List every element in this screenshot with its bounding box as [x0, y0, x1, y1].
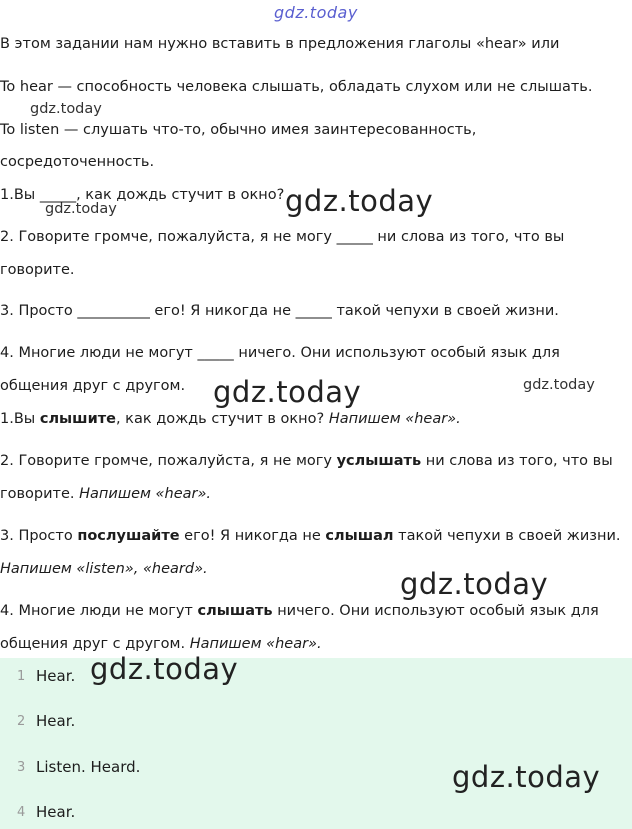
solution-text: ни слова из того, что вы — [421, 453, 613, 469]
solution-text: 2. Говорите громче, пожалуйста, я не могу — [0, 453, 337, 469]
solution-note: Напишем «hear». — [189, 636, 322, 652]
answer-number: 4 — [17, 805, 26, 820]
answers-panel — [0, 652, 632, 829]
solution-text: , как дождь стучит в окно? — [115, 411, 329, 427]
intro-line: В этом задании нам нужно вставить в предложения глаголы «hear» или — [0, 36, 560, 52]
solution-text: ничего. Они используют особый язык для — [272, 603, 599, 619]
solution-note: Напишем «hear». — [79, 486, 212, 502]
solution-note: Напишем «listen», «heard». — [0, 561, 208, 577]
answer-row — [0, 712, 632, 732]
solution-3-cont — [0, 560, 208, 578]
solution-text: 1.Вы — [0, 411, 40, 427]
watermark-large: gdz.today — [213, 375, 362, 409]
answer-number: 2 — [17, 714, 26, 729]
solution-1 — [0, 410, 461, 428]
solution-3 — [0, 527, 621, 545]
task-4-cont: общения друг с другом. — [0, 378, 186, 394]
solution-note: Напишем «hear». — [328, 411, 461, 427]
solution-answer: услышать — [336, 453, 422, 469]
hear-definition: To hear — способность человека слышать, обладать слухом или не слышать. — [0, 79, 593, 95]
watermark-small: gdz.today — [45, 201, 117, 217]
solution-2 — [0, 452, 613, 470]
solution-4 — [0, 602, 599, 620]
watermark-large: gdz.today — [400, 567, 549, 601]
solution-2-cont — [0, 485, 211, 503]
listen-definition: To listen — слушать что-то, обычно имея заинтересованность, — [0, 122, 477, 138]
solution-text: 3. Просто — [0, 528, 78, 544]
solution-text: общения друг с другом. — [0, 636, 190, 652]
solution-answer: слышите — [39, 411, 116, 427]
watermark-large: gdz.today — [452, 760, 601, 794]
solution-answer: слышать — [197, 603, 273, 619]
solution-4-cont — [0, 635, 322, 653]
listen-definition-cont: сосредоточенность. — [0, 154, 155, 170]
solution-text: говорите. — [0, 486, 80, 502]
solution-text: такой чепухи в своей жизни. — [393, 528, 621, 544]
answer-text: Hear. — [36, 667, 76, 685]
watermark-large: gdz.today — [285, 184, 434, 218]
answer-text: Hear. — [36, 803, 76, 821]
watermark-large: gdz.today — [90, 652, 239, 686]
watermark-top: gdz.today — [274, 3, 358, 22]
solution-text: 4. Многие люди не могут — [0, 603, 198, 619]
answer-number: 1 — [17, 669, 26, 684]
watermark-small: gdz.today — [30, 101, 102, 117]
solution-text: его! Я никогда не — [179, 528, 326, 544]
task-4: 4. Многие люди не могут _____ ничего. Они используют особый язык для — [0, 345, 560, 361]
answer-text: Listen. Heard. — [36, 758, 141, 776]
task-3: 3. Просто __________ его! Я никогда не _____ такой чепухи в своей жизни. — [0, 303, 559, 319]
answer-number: 3 — [17, 760, 26, 775]
watermark-small: gdz.today — [523, 377, 595, 393]
task-2-cont: говорите. — [0, 262, 75, 278]
solution-answer: слышал — [325, 528, 394, 544]
answer-text: Hear. — [36, 712, 76, 730]
solution-answer: послушайте — [77, 528, 180, 544]
task-1: 1.Вы _____, как дождь стучит в окно? — [0, 187, 285, 203]
answer-row — [0, 803, 632, 823]
task-2: 2. Говорите громче, пожалуйста, я не могу _____ ни слова из того, что вы — [0, 229, 565, 245]
